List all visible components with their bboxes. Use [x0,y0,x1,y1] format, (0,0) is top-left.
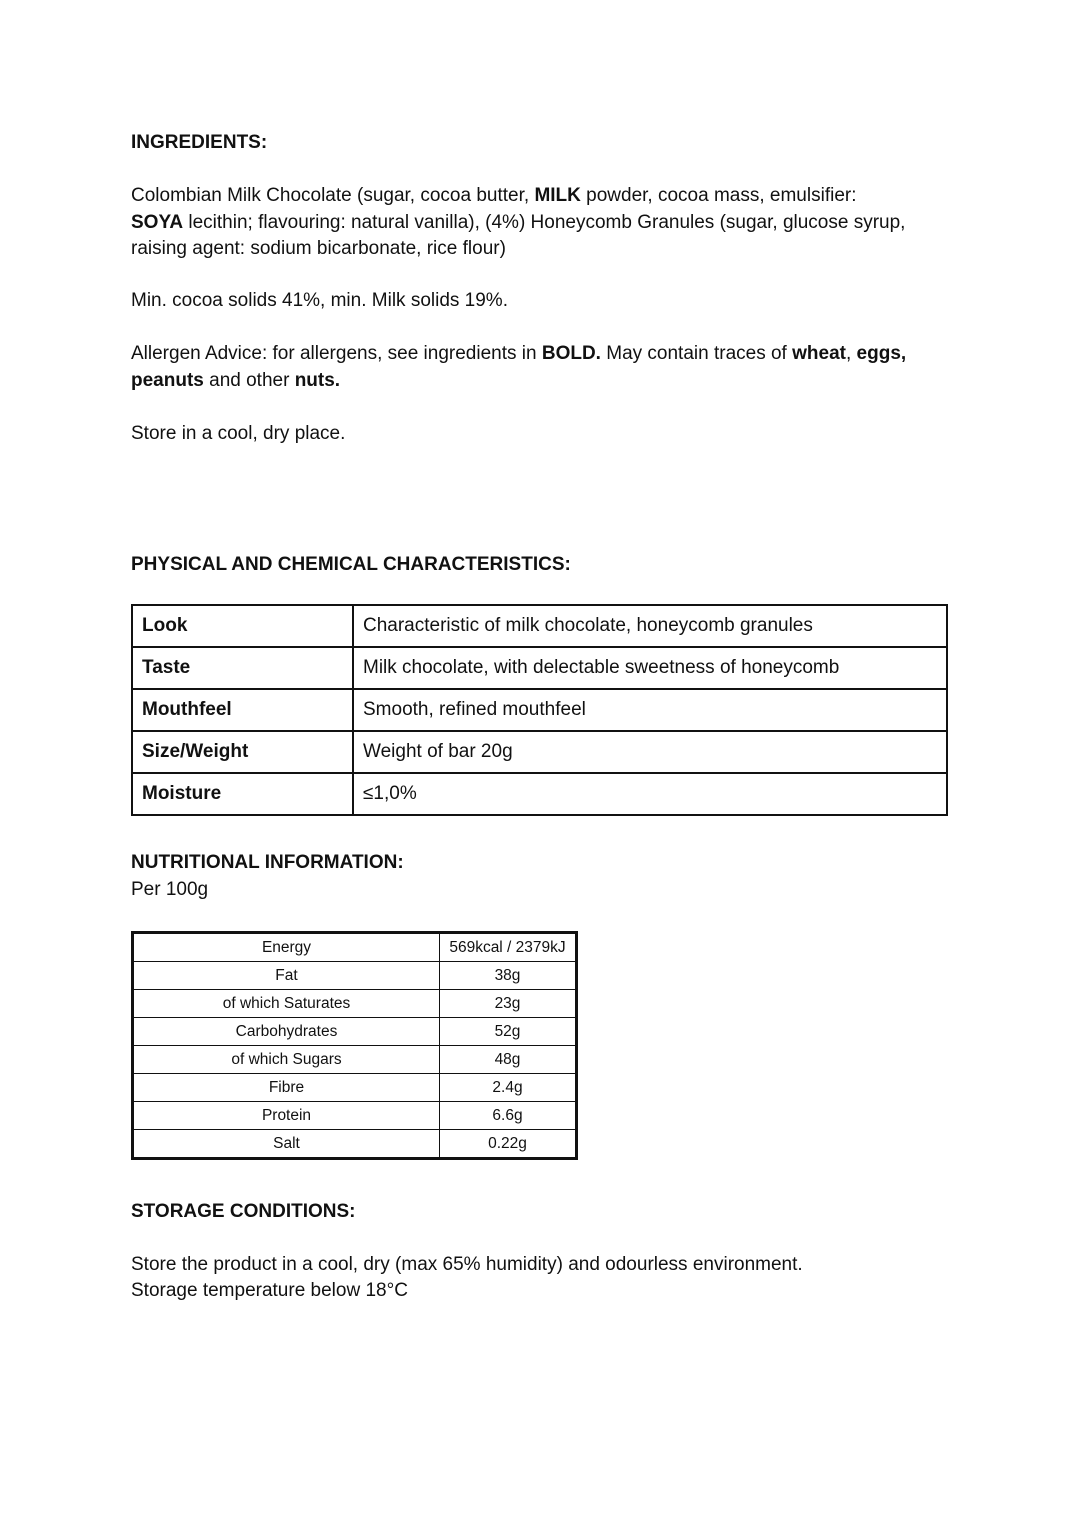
ingredients-text [131,183,951,263]
text-run: raising agent: sodium bicarbonate, rice flour) [131,238,506,259]
characteristic-value: ≤1,0% [353,773,947,815]
table-row [132,647,947,689]
characteristic-label: Taste [132,647,353,689]
physical-heading: PHYSICAL AND CHEMICAL CHARACTERISTICS: [131,554,571,575]
nutrient-name: Protein [133,1102,440,1130]
text-run: and other [203,369,295,391]
characteristic-value: Milk chocolate, with delectable sweetness of honeycomb [353,647,947,689]
nutrient-name: Carbohydrates [133,1018,440,1046]
nutrient-value: 0.22g [440,1130,577,1159]
nutrient-name: of which Saturates [133,990,440,1018]
table-row [132,773,947,815]
store-note: Store in a cool, dry place. [131,423,346,444]
bold-run: SOYA [131,211,184,233]
nutrient-value: 6.6g [440,1102,577,1130]
allergen-advice [131,341,951,394]
bold-run: nuts. [294,369,341,391]
table-row [133,1102,577,1130]
table-row [132,731,947,773]
table-row [133,1130,577,1159]
nutrient-value: 569kcal / 2379kJ [440,933,577,962]
bold-run: peanuts [131,369,204,391]
cocoa-solids-text: Min. cocoa solids 41%, min. Milk solids 19%. [131,290,508,311]
text-run: lecithin; flavouring: natural vanilla), (4%) Honeycomb Granules (sugar, glucose syrup, [183,211,906,233]
nutrient-value: 2.4g [440,1074,577,1102]
nutrient-name: Energy [133,933,440,962]
bold-run: BOLD. [541,343,601,364]
storage-line-2: Storage temperature below 18°C [131,1280,408,1301]
physical-characteristics-table [131,604,948,816]
table-row [133,1018,577,1046]
characteristic-label: Mouthfeel [132,689,353,731]
characteristic-label: Size/Weight [132,731,353,773]
text-run: Allergen Advice: for allergens, see ingredients in [131,343,542,364]
nutrition-per: Per 100g [131,879,209,900]
table-row [133,1046,577,1074]
text-run: powder, cocoa mass, emulsifier: [580,185,857,206]
table-row [133,933,577,962]
characteristic-label: Moisture [132,773,353,815]
table-row [133,990,577,1018]
bold-run: MILK [534,185,581,206]
table-row [132,605,947,647]
table-row [133,1074,577,1102]
nutrition-table [131,931,578,1160]
table-row [132,689,947,731]
characteristic-value: Smooth, refined mouthfeel [353,689,947,731]
nutrient-name: Fibre [133,1074,440,1102]
nutrition-heading: NUTRITIONAL INFORMATION: [131,852,404,873]
ingredients-heading: INGREDIENTS: [131,132,268,153]
table-row [133,962,577,990]
nutrient-value: 23g [440,990,577,1018]
nutrient-name: Salt [133,1130,440,1159]
nutrient-name: Fat [133,962,440,990]
nutrient-value: 52g [440,1018,577,1046]
characteristic-label: Look [132,605,353,647]
nutrient-name: of which Sugars [133,1046,440,1074]
characteristic-value: Characteristic of milk chocolate, honeycomb granules [353,605,947,647]
nutrient-value: 48g [440,1046,577,1074]
text-run: May contain traces of [600,343,793,364]
storage-line-1: Store the product in a cool, dry (max 65% humidity) and odourless environment. [131,1254,803,1275]
bold-run: wheat [792,343,846,364]
nutrient-value: 38g [440,962,577,990]
bold-run: eggs, [856,343,907,364]
characteristic-value: Weight of bar 20g [353,731,947,773]
text-run: Colombian Milk Chocolate (sugar, cocoa butter, [131,185,535,206]
text-run: , [845,343,857,364]
storage-heading: STORAGE CONDITIONS: [131,1201,356,1222]
